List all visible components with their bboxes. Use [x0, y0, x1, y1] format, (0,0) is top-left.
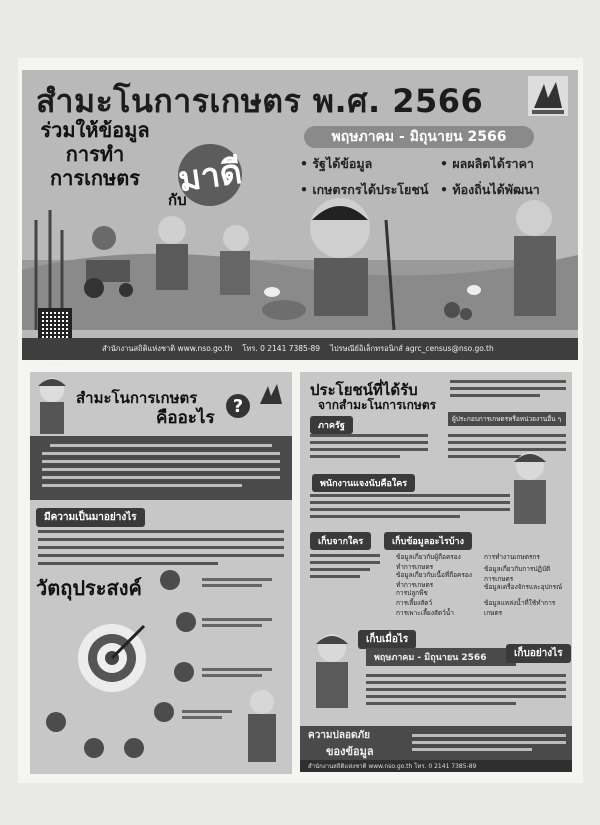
list-item: ข้อมูลเกี่ยวกับผู้ถือครองทำการเกษตร — [396, 553, 461, 571]
woman-character-icon — [304, 630, 360, 710]
history-tag: มีความเป็นมาอย่างไร — [36, 508, 145, 527]
poster-contact-bar — [22, 338, 578, 360]
safety-title-1: ความปลอดภัย — [308, 730, 370, 741]
bullet-item: • รัฐได้ข้อมูล — [300, 154, 440, 174]
join-line-2: การทำ — [65, 142, 125, 166]
data-safety-box — [300, 726, 572, 760]
safety-text-lines — [412, 732, 566, 756]
top-poster — [22, 70, 578, 368]
panel-footer: สำนักงานสถิติแห่งชาติ www.nso.go.th โทร. 0 2141 7385-89 — [300, 760, 572, 772]
question-mark-icon: ? — [226, 394, 250, 418]
panel-title-1: สำมะโนการเกษตร — [76, 389, 198, 407]
benefit-bullets — [300, 154, 570, 200]
when-date: พฤษภาคม - มิถุนายน 2566 — [366, 648, 516, 666]
how-tag: เก็บอย่างไร — [506, 644, 571, 663]
list-item: การเลี้ยงสัตว์ — [396, 599, 433, 607]
survey-date: พฤษภาคม - มิถุนายน 2566 — [304, 126, 534, 148]
definition-box — [30, 436, 292, 500]
farmer-character-icon — [34, 376, 70, 436]
who-text-lines — [310, 552, 380, 592]
users-tag: ผู้ประกอบการเกษตรหรือหน่วยงานอื่น ๆ — [448, 412, 566, 426]
objective-title: วัตถุประสงค์ — [36, 576, 142, 600]
org-website[interactable]: สำนักงานสถิติแห่งชาติ www.nso.go.th — [102, 344, 233, 353]
benefits-title-1: ประโยชน์ที่ได้รับ — [310, 381, 418, 399]
join-heading — [30, 118, 160, 190]
nso-logo-icon — [526, 74, 570, 118]
objective-diagram — [34, 572, 288, 772]
what-tag: เก็บข้อมูลอะไรบ้าง — [384, 532, 472, 550]
bullet-item: • ท้องถิ่นได้พัฒนา — [440, 180, 570, 200]
bullet-item: • ผลผลิตได้ราคา — [440, 154, 570, 174]
farm-scene-illustration — [22, 210, 578, 330]
join-line-3: การเกษตร — [50, 166, 140, 190]
email-address[interactable]: ไปรษณีย์อิเล็กทรอนิกส์ agrc_census@nso.go.th — [330, 344, 494, 353]
panel-title-2: คืออะไร — [156, 408, 215, 428]
safety-title-2: ของข้อมูล — [326, 745, 374, 758]
who-tag: เก็บจากใคร — [310, 532, 371, 550]
benefits-panel — [300, 372, 572, 772]
join-line-1: ร่วมให้ข้อมูล — [40, 118, 150, 142]
enumerator-text-lines — [310, 492, 510, 528]
good-badge: มาดี — [174, 140, 246, 210]
phone-number: โทร. 0 2141 7385-89 — [242, 344, 321, 353]
bullet-item: • เกษตรกรได้ประโยชน์ — [300, 180, 440, 200]
nso-logo-icon — [256, 380, 286, 410]
benefits-title-2: จากสำมะโนการเกษตร — [318, 398, 437, 412]
qr-code[interactable] — [38, 308, 72, 342]
when-tag: เก็บเมื่อไร — [358, 630, 416, 649]
history-text-lines — [38, 528, 284, 566]
how-text-lines — [366, 672, 566, 722]
text-lines-graphic — [30, 436, 292, 500]
what-is-census-panel — [30, 372, 292, 774]
list-item: การปลูกพืช — [396, 589, 428, 597]
list-item: ข้อมูลเครื่องจักรและอุปกรณ์ — [484, 583, 563, 591]
list-item: ข้อมูลแหล่งน้ำที่ใช้ทำการเกษตร — [484, 599, 556, 617]
gov-tag: ภาครัฐ — [310, 416, 353, 434]
qr-subcaption: เกษตรกร — [46, 361, 70, 368]
with-text: กับ — [168, 191, 187, 209]
enumerator-tag: พนักงานแจงนับคือใคร — [312, 474, 415, 492]
poster-title: สำมะโนการเกษตร พ.ศ. 2566 — [36, 82, 484, 120]
list-item: การเพาะเลี้ยงสัตว์น้ำ — [396, 609, 454, 617]
list-item: ข้อมูลเกี่ยวกับการปฏิบัติการเกษตร — [484, 565, 551, 583]
list-item: การทำงานเกษตรกร — [484, 553, 540, 561]
intro-text-lines — [450, 378, 566, 404]
list-item: ข้อมูลเกี่ยวกับเนื้อที่ถือครองทำการเกษตร — [396, 571, 472, 589]
